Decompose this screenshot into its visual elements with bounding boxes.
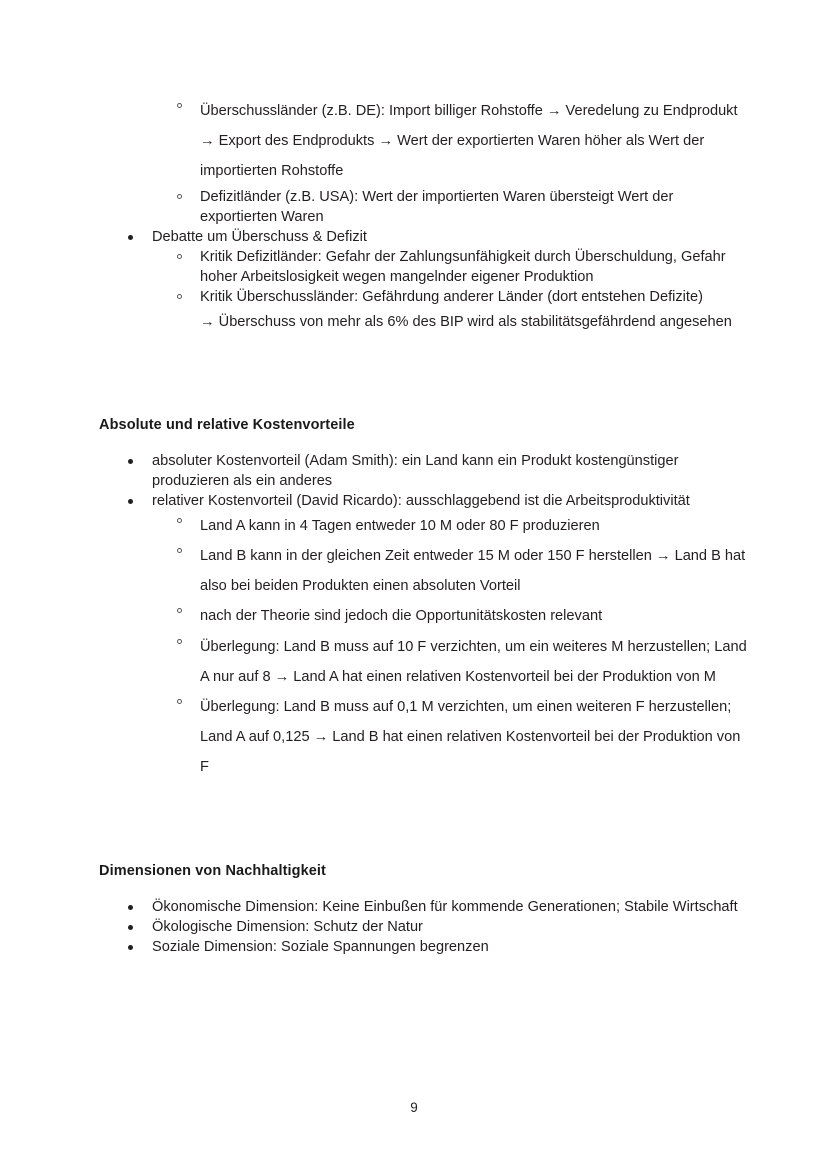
list-item: relativer Kostenvorteil (David Ricardo): ausschlaggebend ist die Arbeitsproduktivität — [99, 491, 747, 511]
list-item: Defizitländer (z.B. USA): Wert der importierten Waren übersteigt Wert der exportierten Waren — [99, 187, 747, 227]
section-heading-kostenvorteile: Absolute und relative Kostenvorteile — [99, 416, 355, 433]
list-item: absoluter Kostenvorteil (Adam Smith): ein Land kann ein Produkt kostengünstiger produzieren als ein anderes — [99, 451, 747, 491]
list-item: Soziale Dimension: Soziale Spannungen begrenzen — [99, 937, 747, 957]
page-number: 9 — [410, 1100, 418, 1115]
list-item: Land A kann in 4 Tagen entweder 10 M oder 80 F produzieren — [99, 511, 747, 541]
list-handelsbilanz — [99, 96, 747, 307]
section-spacer — [99, 337, 747, 415]
list-item: Land B kann in der gleichen Zeit entweder 15 M oder 150 F herstellen → Land B hat also bei beiden Produkten einen absoluten Vorteil — [99, 541, 747, 601]
list-item: Überlegung: Land B muss auf 0,1 M verzichten, um einen weiteren F herzustellen; Land A auf 0,125 → Land B hat einen relativen Kostenvorteil bei der Produktion von F — [99, 692, 747, 783]
heading-spacer — [99, 881, 747, 897]
list-item: Ökologische Dimension: Schutz der Natur — [99, 917, 747, 937]
list-kostenvorteile — [99, 451, 747, 783]
section-heading-nachhaltigkeit: Dimensionen von Nachhaltigkeit — [99, 862, 326, 879]
list-item: Kritik Überschussländer: Gefährdung anderer Länder (dort entstehen Defizite) — [99, 287, 747, 307]
list-item: Überschussländer (z.B. DE): Import billiger Rohstoffe → Veredelung zu Endprodukt → Export des Endprodukts → Wert der exportierten Waren höher als Wert der importierten Rohstoffe — [99, 96, 747, 187]
heading-spacer — [99, 435, 747, 451]
list-item: Debatte um Überschuss & Defizit — [99, 227, 747, 247]
section-spacer — [99, 783, 747, 861]
list-item: Überlegung: Land B muss auf 10 F verzichten, um ein weiteres M herzustellen; Land A nur auf 8 → Land A hat einen relativen Kostenvorteil bei der Produktion von M — [99, 632, 747, 692]
continuation-paragraph: → Überschuss von mehr als 6% des BIP wird als stabilitätsgefährdend angesehen — [200, 313, 732, 330]
list-item: nach der Theorie sind jedoch die Opportunitätskosten relevant — [99, 601, 747, 631]
list-item: Kritik Defizitländer: Gefahr der Zahlungsunfähigkeit durch Überschuldung, Gefahr hoher Arbeitslosigkeit wegen mangelnder eigener Produktion — [99, 247, 747, 287]
list-item: Ökonomische Dimension: Keine Einbußen für kommende Generationen; Stabile Wirtschaft — [99, 897, 747, 917]
page-content — [99, 96, 747, 957]
list-nachhaltigkeit — [99, 897, 747, 957]
